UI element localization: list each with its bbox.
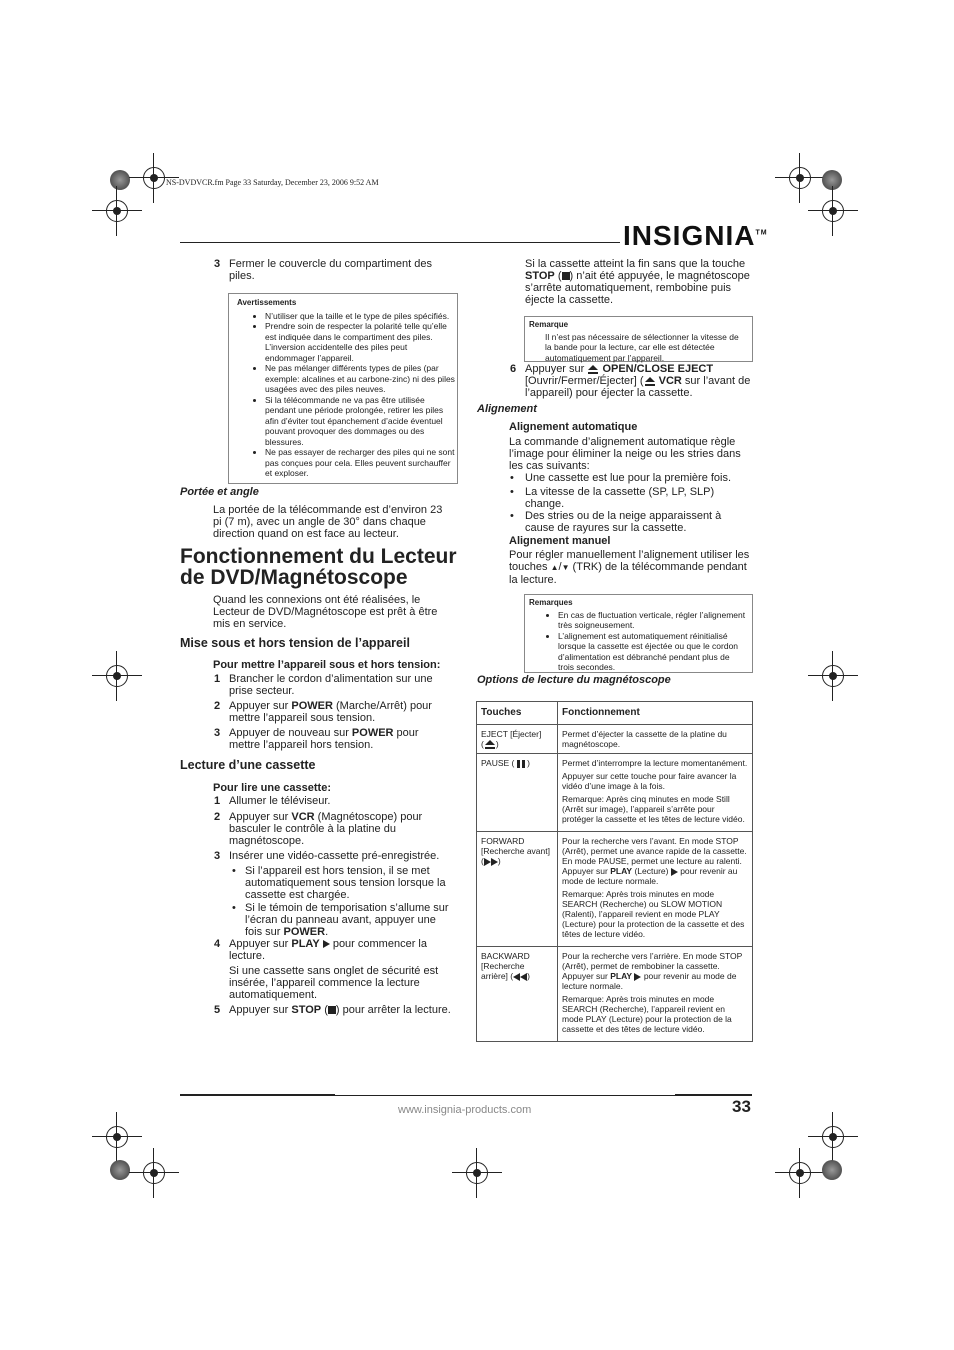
step-number: 5 — [214, 1004, 221, 1016]
table-header-row — [477, 702, 753, 725]
registration-mark — [822, 200, 844, 222]
text: . — [325, 926, 329, 938]
eject-icon — [587, 365, 599, 374]
registration-mark — [106, 665, 128, 687]
bullet-icon: • — [510, 472, 514, 484]
step-number: 2 — [214, 811, 221, 823]
bullet-icon: • — [510, 510, 514, 522]
remark-box — [524, 316, 753, 362]
description-cell: Permet d’éjecter la cassette de la platine du magnétoscope. — [558, 725, 753, 754]
intro-text: Quand les connexions ont été réalisées, le Lecteur de DVD/Magnétoscope est prêt à être mis en service. — [213, 594, 438, 630]
text: Appuyer sur — [229, 1004, 292, 1016]
range-heading: Portée et angle — [180, 486, 259, 498]
page-number: 33 — [732, 1097, 751, 1116]
header-rule — [180, 242, 620, 243]
power-step-3 — [229, 727, 449, 751]
column-header: Touches — [477, 702, 558, 725]
forward-icon — [491, 858, 498, 866]
text: Si la cassette atteint la fin sans que la touche — [525, 258, 746, 270]
text: [Ouvrir/Fermer/Éjecter] ( — [525, 375, 644, 387]
main-heading — [180, 546, 470, 588]
description-cell — [558, 832, 753, 947]
cassette-step-3-bullet-2 — [245, 902, 455, 938]
remark-item: • L’alignement est automatiquement réinitialisé lorsque la cassette est éjectée ou que le cordon d’alimentation est débranché pendant plus de trois secondes. — [558, 631, 746, 673]
cassette-step-4-extra: Si une cassette sans onglet de sécurité est insérée, l’appareil commence la lecture automatiquement. — [229, 965, 439, 1001]
play-icon — [323, 940, 330, 948]
manual-alignment-heading: Alignement manuel — [509, 535, 611, 547]
registration-mark — [789, 167, 811, 189]
text: Remarque: Après trois minutes en mode SEARCH (Recherche), l’appareil revient en mode PLAY (Lecture) pour la protection de la cassette et des têtes de lecture vidéo. — [562, 994, 732, 1035]
text: Pour régler manuellement l’alignement utiliser les touches — [509, 549, 750, 573]
vcr-options-table — [476, 701, 753, 1042]
brand-logo-tm: TM — [755, 229, 768, 237]
options-heading: Options de lecture du magnétoscope — [477, 674, 671, 686]
main-heading-line-1: Fonctionnement du Lecteur — [180, 545, 457, 568]
power-subheading: Pour mettre l’appareil sous et hors tension: — [213, 659, 441, 671]
text: ) pour arrêter la lecture. — [335, 1004, 451, 1016]
text: ( — [321, 1004, 328, 1016]
end-of-tape-text — [525, 258, 751, 306]
text: pour revenir au mode de lecture normale. — [562, 866, 738, 887]
registration-mark — [822, 665, 844, 687]
auto-bullet: Des stries ou de la neige apparaissent à cause de rayures sur la cassette. — [525, 510, 722, 534]
stop-icon — [328, 1006, 336, 1014]
registration-mark — [466, 1162, 488, 1184]
warning-item: • Ne pas essayer de recharger des piles qui ne sont pas conçues pour cela. Elles peuvent surchauffer et exploser. — [265, 447, 457, 479]
text: (TRK) de la télécommande pendant la lecture. — [509, 561, 747, 586]
power-heading: Mise sous et hors tension de l’appareil — [180, 636, 410, 650]
text: ( — [554, 270, 562, 282]
text: pour commencer la lecture. — [229, 938, 427, 962]
bullet-icon: • — [232, 902, 236, 914]
key-cell: EJECT [Éjecter] ( ) — [477, 725, 558, 754]
power-step-2 — [229, 700, 449, 724]
description-cell — [558, 947, 753, 1042]
footer-rule — [335, 1095, 675, 1096]
stop-icon — [562, 272, 570, 280]
remarks-title: Remarques — [529, 598, 573, 607]
text: Pour la recherche vers l’avant. En mode STOP (Arrêt), permet une avance rapide de la cassette. En mode PAUSE, permet une lecture au ralenti. Appuyer sur — [562, 836, 747, 877]
manual-alignment-text — [509, 549, 751, 586]
step-number: 1 — [214, 795, 221, 807]
key-label: OPEN/CLOSE EJECT — [602, 363, 714, 375]
rewind-icon — [520, 973, 527, 981]
text: Appuyer sur — [229, 811, 292, 823]
text: ) — [527, 758, 530, 769]
bullet-icon: • — [510, 486, 514, 498]
text: Appuyer sur — [525, 363, 588, 375]
warning-item: • Ne pas mélanger différents types de piles (par exemple: alcalines et au carbone-zinc) ni des piles usagées avec des piles neuves. — [265, 363, 457, 395]
text: Permet d’interrompre la lecture momentanément. — [562, 758, 748, 769]
eject-step — [525, 363, 751, 399]
registration-mark — [143, 167, 165, 189]
text: FORWARD [Recherche avant] — [481, 836, 550, 857]
warnings-title: Avertissements — [237, 298, 297, 307]
text: (Lecture) — [632, 866, 669, 877]
step-number: 3 — [214, 258, 221, 270]
brand-logo — [623, 220, 768, 252]
table-row — [477, 947, 753, 1042]
remarks-list — [525, 610, 752, 673]
key-cell: BACKWARD [Recherche arrière] ( ) — [477, 947, 558, 1042]
pause-icon — [517, 760, 525, 768]
remark-item: • En cas de fluctuation verticale, régler l’alignement très soigneusement. — [558, 610, 746, 631]
text: (Magnétoscope) pour basculer le contrôle à la platine du magnétoscope. — [229, 811, 423, 847]
key-label: PLAY — [610, 866, 633, 877]
key-label: POWER — [291, 700, 333, 712]
text: ) n’ait été appuyée, le magnétoscope s’arrête automatiquement, rembobine puis éjecte la cassette. — [525, 270, 750, 306]
warning-item: • Si la télécommande ne va pas être utilisée pendant une période prolongée, retirer les piles afin d’éviter tout épanchement d’acide éventuel pouvant provoquer des dommages ou des blessures. — [265, 395, 457, 448]
registration-dot — [822, 1160, 842, 1180]
cassette-step-3: Insérer une vidéo-cassette pré-enregistrée. — [229, 850, 440, 862]
registration-dot — [110, 1160, 130, 1180]
step-text: Fermer le couvercle du compartiment des piles. — [229, 258, 432, 282]
forward-icon — [484, 858, 491, 866]
column-header: Fonctionnement — [558, 702, 753, 725]
registration-dot — [110, 170, 130, 190]
text: EJECT [Éjecter] — [481, 729, 542, 739]
registration-mark — [789, 1162, 811, 1184]
cassette-step-4 — [229, 938, 454, 962]
key-label: PLAY — [291, 938, 320, 950]
slug-line: NS-DVDVCR.fm Page 33 Saturday, December 23, 2006 9:52 AM — [166, 178, 379, 187]
auto-bullet: Une cassette est lue pour la première fois. — [525, 472, 732, 484]
warnings-list — [229, 311, 457, 479]
key-cell — [477, 754, 558, 832]
up-arrow-icon: ▲ — [550, 563, 559, 572]
text: sur l’avant de l’appareil) pour éjecter la cassette. — [525, 375, 751, 399]
main-heading-line-2: de DVD/Magnétoscope — [180, 566, 408, 589]
play-icon — [671, 868, 678, 876]
auto-alignment-heading: Alignement automatique — [509, 421, 638, 433]
text: Appuyer sur cette touche pour faire avancer la vidéo d’une image à la fois. — [562, 771, 737, 792]
key-label: PLAY — [610, 971, 633, 982]
text: Pour la recherche vers l’arrière. En mode STOP (Arrêt), permet de rembobiner la cassette. Appuyer sur — [562, 951, 743, 982]
text: pour revenir au mode de lecture normale. — [562, 971, 737, 992]
auto-alignment-text: La commande d’alignement automatique règle l’image pour éliminer la neige ou les stries dans les cas suivants: — [509, 436, 741, 472]
cassette-step-2 — [229, 811, 449, 847]
registration-mark — [143, 1162, 165, 1184]
warning-item: • Prendre soin de respecter la polarité telle qu’elle est indiquée dans le compartiment des piles. L’inversion accidentelle des piles peut endommager l’appareil. — [265, 321, 457, 363]
text: Si le témoin de temporisation s’allume sur l’écran du panneau avant, appuyer une fois sur — [245, 902, 449, 938]
brand-logo-text: INSIGNIA — [623, 220, 756, 251]
step-number: 3 — [214, 727, 221, 739]
registration-mark — [106, 200, 128, 222]
remark-title: Remarque — [529, 320, 569, 329]
text: pour mettre l’appareil hors tension. — [229, 727, 419, 751]
remarks-box — [524, 594, 753, 673]
step-number: 2 — [214, 700, 221, 712]
text: Appuyer de nouveau sur — [229, 727, 352, 739]
warning-item: • N’utiliser que la taille et le type de piles spécifiés. — [265, 311, 457, 322]
footer-rule — [180, 1094, 335, 1096]
text: PAUSE ( — [481, 758, 515, 769]
text: / — [558, 561, 562, 573]
text: (Marche/Arrêt) pour mettre l’appareil sous tension. — [229, 700, 432, 724]
cassette-step-3-bullet-1: Si l’appareil est hors tension, il se met automatiquement sous tension lorsque la cassette est chargée. — [245, 865, 446, 901]
text: Remarque: Après cinq minutes en mode Still (Arrêt sur image), l’appareil s’arrête pour protéger la cassette et les têtes de lecture vidéo. — [562, 794, 745, 825]
warnings-box — [228, 293, 458, 484]
cassette-step-1: Allumer le téléviseur. — [229, 795, 331, 807]
text: BACKWARD [Recherche arrière] — [481, 951, 530, 982]
registration-mark — [822, 1126, 844, 1148]
cassette-step-5 — [229, 1004, 454, 1016]
alignment-heading: Alignement — [477, 403, 537, 415]
text: Remarque: Après trois minutes en mode SEARCH (Recherche) ou SLOW MOTION (Ralenti), l’appareil revient en mode PLAY (Lecture) pour la protection de la cassette et des têtes de lecture vidéo. — [562, 889, 745, 940]
description-cell — [558, 754, 753, 832]
text — [562, 951, 748, 991]
auto-bullet: La vitesse de la cassette (SP, LP, SLP) change. — [525, 486, 715, 510]
cassette-heading: Lecture d’une cassette — [180, 758, 316, 772]
key-label: STOP — [525, 270, 555, 282]
footer-rule — [675, 1094, 752, 1096]
key-label: POWER — [351, 727, 394, 739]
registration-mark — [106, 1126, 128, 1148]
text — [562, 836, 748, 886]
step-number: 3 — [214, 850, 221, 862]
table-row — [477, 832, 753, 947]
footer-url[interactable]: www.insignia-products.com — [398, 1104, 532, 1116]
key-cell: FORWARD [Recherche avant] ( ) — [477, 832, 558, 947]
bullet-icon: • — [232, 865, 236, 877]
eject-icon — [484, 740, 496, 749]
text: Appuyer sur — [229, 700, 292, 712]
key-label: VCR — [658, 375, 682, 387]
key-label: VCR — [291, 811, 315, 823]
key-label: STOP — [291, 1004, 322, 1016]
table-row — [477, 725, 753, 754]
remark-text: Il n’est pas nécessaire de sélectionner la vitesse de la bande pour la lecture, car elle est détectée automatiquement par l’appareil. — [545, 331, 739, 363]
step-number: 4 — [214, 938, 221, 950]
eject-icon — [644, 377, 656, 386]
range-text: La portée de la télécommande est d’environ 23 pi (7 m), avec un angle de 30° dans chaque direction quand on est face au lecteur. — [213, 504, 443, 540]
text: Appuyer sur — [229, 938, 292, 950]
step-number: 6 — [510, 363, 517, 375]
step-number: 1 — [214, 673, 221, 685]
down-arrow-icon: ▼ — [561, 563, 570, 572]
power-step-1: Brancher le cordon d’alimentation sur une prise secteur. — [229, 673, 433, 697]
key-label: POWER — [283, 926, 326, 938]
table-row — [477, 754, 753, 832]
cassette-subheading: Pour lire une cassette: — [213, 782, 331, 794]
